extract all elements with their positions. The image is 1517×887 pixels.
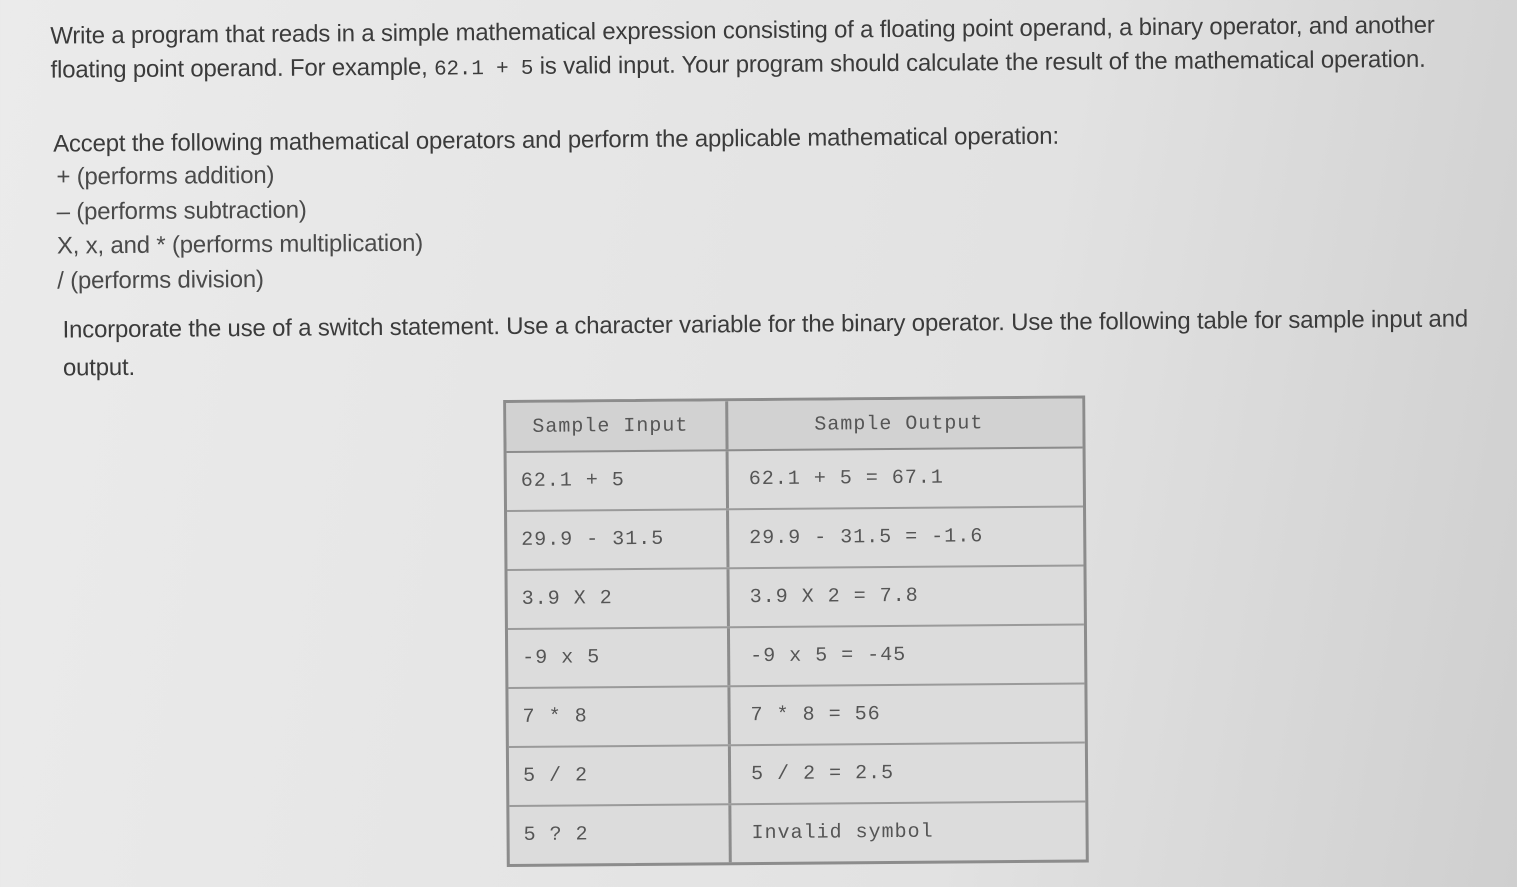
sample-io-table (503, 395, 1089, 867)
sample-input-cell: 5 / 2 (509, 746, 731, 805)
table-header-row (506, 399, 1082, 454)
table-row (507, 508, 1083, 572)
sample-input-cell: 7 * 8 (508, 687, 730, 746)
header-sample-output: Sample Output (814, 411, 984, 437)
sample-output-cell: 62.1 + 5 = 67.1 (748, 466, 944, 492)
operator-addition: + (performs addition) (56, 161, 275, 191)
sample-input-cell: 62.1 + 5 (507, 451, 729, 510)
sample-output-cell: -9 x 5 = -45 (750, 643, 907, 669)
header-sample-input: Sample Input (506, 401, 728, 451)
sample-output-cell: 7 * 8 = 56 (750, 703, 881, 728)
sample-input-cell: 5 ? 2 (509, 805, 731, 864)
operator-division: / (performs division) (57, 265, 264, 295)
operator-subtraction: – (performs subtraction) (56, 196, 307, 226)
intro-paragraph (50, 8, 1491, 90)
operator-multiplication: X, x, and * (performs multiplication) (56, 229, 424, 260)
table-row (507, 449, 1083, 513)
table-row (508, 626, 1084, 690)
table-row (508, 685, 1084, 749)
sample-output-cell: Invalid symbol (751, 820, 934, 846)
sample-input-cell: 29.9 - 31.5 (507, 510, 729, 569)
sample-output-cell: 5 / 2 = 2.5 (751, 762, 895, 787)
sample-input-cell: -9 x 5 (508, 628, 730, 687)
table-row (509, 803, 1085, 865)
operators-heading: Accept the following mathematical operators and perform the applicable mathematical operation: (53, 122, 1059, 158)
intro-text-before-code: Write a program that reads in a simple mathematical expression consisting of a floating point operand, a binary operator, and another floating point operand. For example, (50, 11, 1435, 84)
sample-input-cell: 3.9 X 2 (508, 569, 730, 628)
table-row (509, 744, 1085, 808)
intro-code-example: 62.1 + 5 (433, 57, 534, 82)
intro-text-after-code: is valid input. Your program should calculate the result of the mathematical operation. (533, 45, 1426, 80)
switch-instruction: Incorporate the use of a switch statement. Use a character variable for the binary operator. Use the following table for sample input and output. (62, 305, 1469, 382)
sample-output-cell: 29.9 - 31.5 = -1.6 (749, 525, 984, 551)
sample-output-cell: 3.9 X 2 = 7.8 (749, 584, 919, 610)
table-row (508, 567, 1084, 631)
